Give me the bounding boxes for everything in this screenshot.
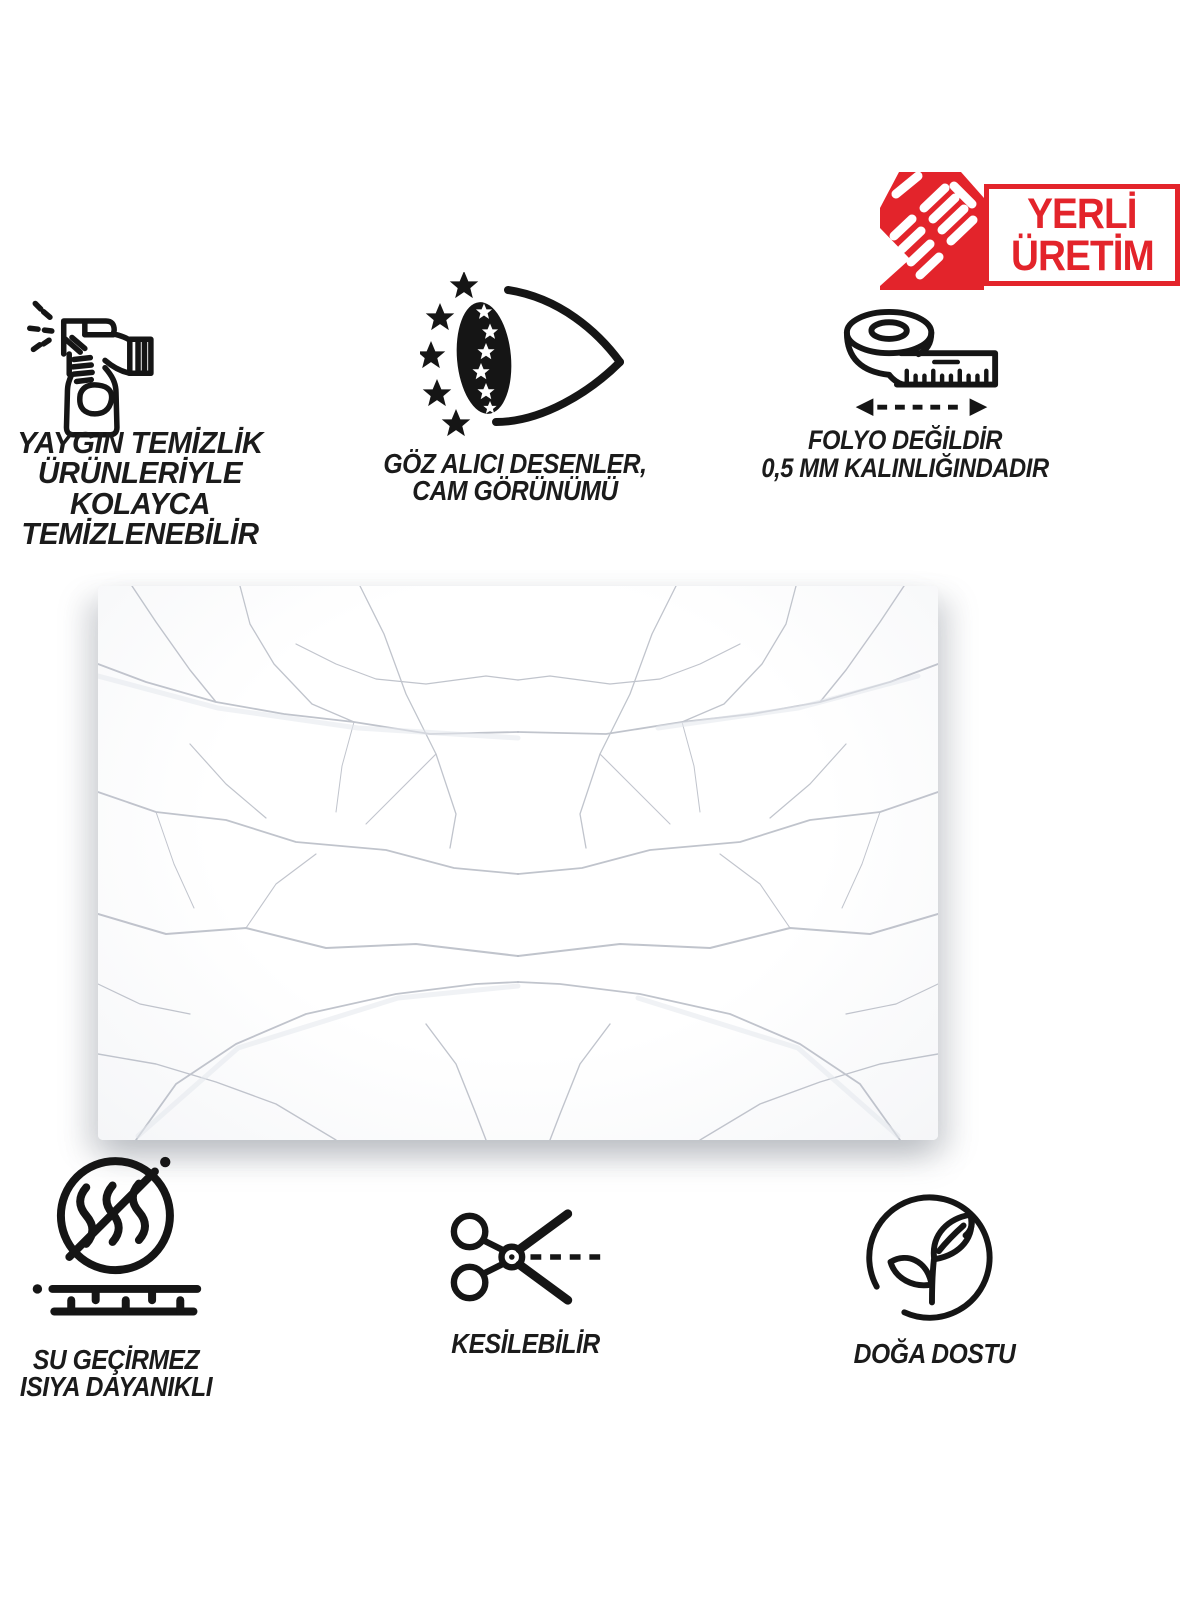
feature-heat-label: SU GEÇİRMEZ ISIYA DAYANIKLI: [19, 1344, 213, 1403]
scissors-icon: [448, 1198, 610, 1316]
marble-pattern-sample: [98, 586, 938, 1140]
leaf-icon: [856, 1186, 1004, 1336]
feature-cleaning-label: YAYGIN TEMİZLİK ÜRÜNLERİYLE KOLAYCA TEMİZLENEBİLİR: [17, 425, 263, 552]
handshake-icon: [866, 164, 986, 294]
tape-measure-icon: [840, 303, 1002, 423]
badge-line2: ÜRETİM: [1010, 232, 1154, 280]
badge-line1: YERLİ: [1027, 189, 1137, 238]
feature-design-label: GÖZ ALICI DESENLER, CAM GÖRÜNÜMÜ: [383, 448, 647, 507]
marble-veins: [98, 586, 938, 1140]
heat-resistant-icon: [28, 1146, 216, 1336]
eye-icon: [420, 272, 635, 444]
feature-eco-label: DOĞA DOSTU: [853, 1338, 1016, 1369]
feature-thickness-label: FOLYO DEĞİLDİR 0,5 MM KALINLIĞINDADIR: [761, 425, 1049, 484]
yerli-uretim-badge: [984, 184, 1180, 286]
feature-cut-label: KESİLEBİLİR: [451, 1328, 600, 1359]
